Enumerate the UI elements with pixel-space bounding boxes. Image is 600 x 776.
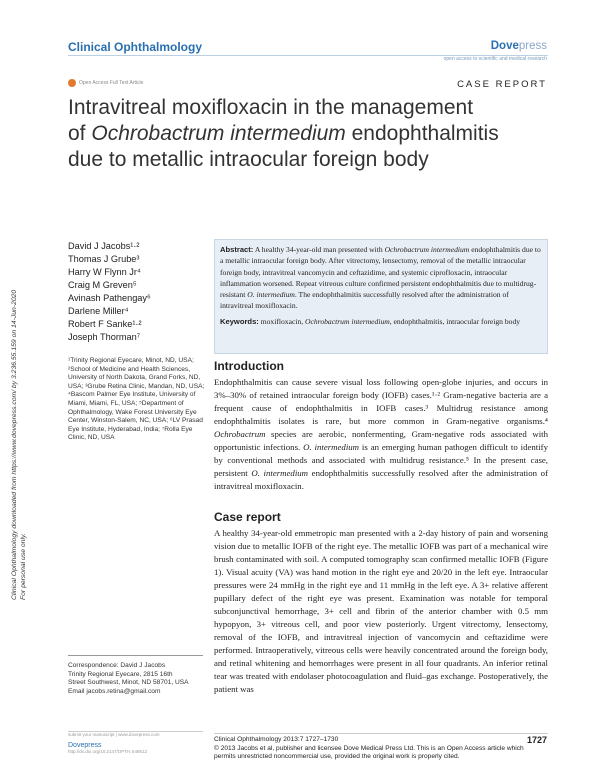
footer-doi[interactable]: http://dx.doi.org/10.2147/OPTH.S49512 bbox=[68, 749, 148, 754]
abstract-text: A healthy 34-year-old man presented with bbox=[253, 245, 385, 254]
correspondence bbox=[68, 662, 208, 696]
footer-submit[interactable]: submit your manuscript | www.dovepress.com bbox=[68, 732, 160, 737]
keywords-label: Keywords: bbox=[220, 316, 259, 326]
intro-text: species are aerobic, nonfermenting, Gram-negative rods associated with opportunistic infections. bbox=[214, 429, 548, 452]
affiliations: ¹Trinity Regional Eyecare, Minot, ND, USA; ²School of Medicine and Health Sciences, University of North Dakota, Grand Forks, ND, USA; ³Grube Retina Clinic, Mandan, ND, USA; ⁴Bascom Palmer Eye Institute, University of Miami, Miami, FL, USA; ⁵Department of Ophthalmology, Wake Forest University Eye Center, Winston-Salem, NC, USA; ⁶LV Prasad Eye Institute, Hyderabad, India; ⁷Rolla Eye Clinic, ND, USA bbox=[68, 357, 205, 442]
case-report-heading: Case report bbox=[214, 510, 281, 524]
correspondence-label: Correspondence: David J Jacobs bbox=[68, 662, 166, 669]
abstract-text: . The endophthalmitis successfully resolved after the administration of intravitreal moxifloxacin. bbox=[220, 290, 509, 311]
intro-species: O. intermedium bbox=[303, 442, 360, 452]
abstract-text: endophthalmitis due to a metallic intraocular foreign body. After vitrectomy, lensectomy, removal of the metallic intraocular foreign body, intravitreal vancomycin and ceftazidime, and systemic ciprofloxacin, intraocular inflammation worsened. Repeat vitreous culture confirmed persistent endophthalmitis due to multidrug-resistant bbox=[220, 245, 541, 300]
page-number: 1727 bbox=[526, 735, 547, 745]
author: Joseph Thorman⁷ bbox=[68, 332, 141, 342]
publisher-bold: Dove bbox=[490, 40, 519, 52]
introduction-heading: Introduction bbox=[214, 359, 284, 373]
abstract-box bbox=[214, 239, 548, 354]
case-report-paragraph: A healthy 34-year-old emmetropic man presented with a 2-day history of pain and worsening vision due to metallic IOFB of the right eye. The metallic IOFB was part of a mechanical wire brush contaminated with soil. A computed tomography scan confirmed metallic IOFB (Figure 1). Visual acuity (VA) was hand motion in the right eye and 20/20 in the left eye. Intraocular pressures were 24 mmHg in the right eye and 11 mmHg in the left eye. A 3+ relative afferent pupillary defect of the right eye was present. Examination was notable for temporal subconjunctival hemorrhage, 3+ cell and fibrin of the anterior chamber with 0.5 mm hypopyon, 3+ vitreous cell, and poor view posteriorly. Urgent vitrectomy, lensectomy, removal of the IOFB, and intravitreal injection of vancomycin and ceftazidime were performed. Intraoperatively, vitreous cells were heavily concentrated around the foreign body, and retinal whitening and hemorrhages were present in all four quadrants. An inferior retinal tear was treated with endolaser photocoagulation and fluid–gas exchange. Postoperatively, the patient was bbox=[214, 528, 548, 694]
publisher-logo bbox=[491, 40, 547, 52]
article-title bbox=[68, 95, 548, 173]
intro-text: is an emerging human pathogen difficult to identify by conventional methods and associated with multidrug resistance.⁵ In the present case, persistent bbox=[214, 442, 548, 478]
introduction-paragraph bbox=[214, 376, 548, 493]
keywords-species: Ochrobactrum intermedium bbox=[305, 316, 390, 326]
keywords bbox=[220, 316, 542, 327]
author: Craig M Greven⁵ bbox=[68, 280, 137, 290]
watermark-line-2: For personal use only. bbox=[20, 533, 27, 600]
intro-text: endophthalmitis successfully resolved after the administration of intravitreal moxifloxacin. bbox=[214, 468, 549, 491]
author: Robert F Sanke¹·² bbox=[68, 319, 142, 329]
correspondence-line-1: Trinity Regional Eyecare, 2815 16th bbox=[68, 670, 173, 678]
author: David J Jacobs¹·² bbox=[68, 241, 140, 251]
keywords-text: , endophthalmitis, intraocular foreign body bbox=[389, 316, 521, 326]
title-line-3: due to metallic intraocular foreign body bbox=[68, 148, 429, 171]
intro-species: O. intermedium bbox=[251, 468, 309, 478]
download-watermark bbox=[6, 160, 26, 600]
title-line-2-pre: of bbox=[68, 122, 92, 145]
author: Harry W Flynn Jr⁴ bbox=[68, 267, 141, 277]
author: Darlene Miller⁴ bbox=[68, 306, 129, 316]
introduction-section bbox=[214, 359, 548, 493]
keywords-text: moxifloxacin, bbox=[258, 316, 306, 326]
abstract-label: Abstract: bbox=[220, 245, 254, 254]
journal-name: Clinical Ophthalmology bbox=[68, 40, 203, 54]
open-access-label bbox=[68, 79, 143, 87]
footer-divider bbox=[214, 733, 548, 734]
footer-publisher bbox=[68, 742, 147, 754]
footer-citation-block bbox=[214, 736, 548, 762]
open-access-text: Open Access Full Text Article bbox=[79, 80, 144, 86]
author: Avinash Pathengay⁶ bbox=[68, 293, 151, 303]
abstract-species: Ochrobactrum intermedium bbox=[384, 245, 470, 254]
author-list bbox=[68, 240, 151, 344]
footer-license: © 2013 Jacobs et al, publisher and licensee Dove Medical Press Ltd. This is an Open Access article which permits unrestricted noncommercial use, provided the original work is properly cited. bbox=[214, 744, 524, 760]
title-species: Ochrobactrum intermedium bbox=[91, 122, 346, 145]
open-access-icon bbox=[68, 79, 76, 87]
case-report-section bbox=[214, 510, 548, 696]
article-type: CASE REPORT bbox=[457, 79, 547, 90]
title-line-1: Intravitreal moxifloxacin in the management bbox=[68, 96, 474, 119]
abstract-species: O. intermedium bbox=[247, 290, 295, 300]
footer-citation: Clinical Ophthalmology 2013:7 1727–1730 bbox=[214, 736, 339, 743]
correspondence-email[interactable]: Email jacobs.retina@gmail.com bbox=[68, 687, 161, 695]
watermark-line-1: Clinical Ophthalmology downloaded from https://www.dovepress.com/ by 3.236.55.159 on 14-Jun-2020 bbox=[11, 289, 18, 600]
author: Thomas J Grube³ bbox=[68, 254, 140, 264]
publisher-light: press bbox=[518, 40, 547, 52]
publisher-tagline: open access to scientific and medical research bbox=[443, 56, 547, 62]
title-line-2 bbox=[68, 121, 548, 147]
intro-text: Endophthalmitis can cause severe visual loss following open-globe injuries, and occurs in 3%–30% of retained intraocular foreign body (IOFB) cases.¹·² Gram-negative bacteria are a frequent cause of endophthalmitis in IOFB cases.³ Multidrug resistance among endophthalmitis isolates is rare, but more common in Gram-negative organisms.⁴ bbox=[214, 377, 548, 426]
correspondence-divider bbox=[68, 655, 203, 656]
intro-species: Ochrobactrum bbox=[214, 429, 266, 439]
footer-publisher-name: Dovepress bbox=[68, 742, 102, 749]
title-line-2-post: endophthalmitis bbox=[345, 122, 499, 145]
correspondence-line-2: Street Southwest, Minot, ND 58701, USA bbox=[68, 679, 189, 687]
